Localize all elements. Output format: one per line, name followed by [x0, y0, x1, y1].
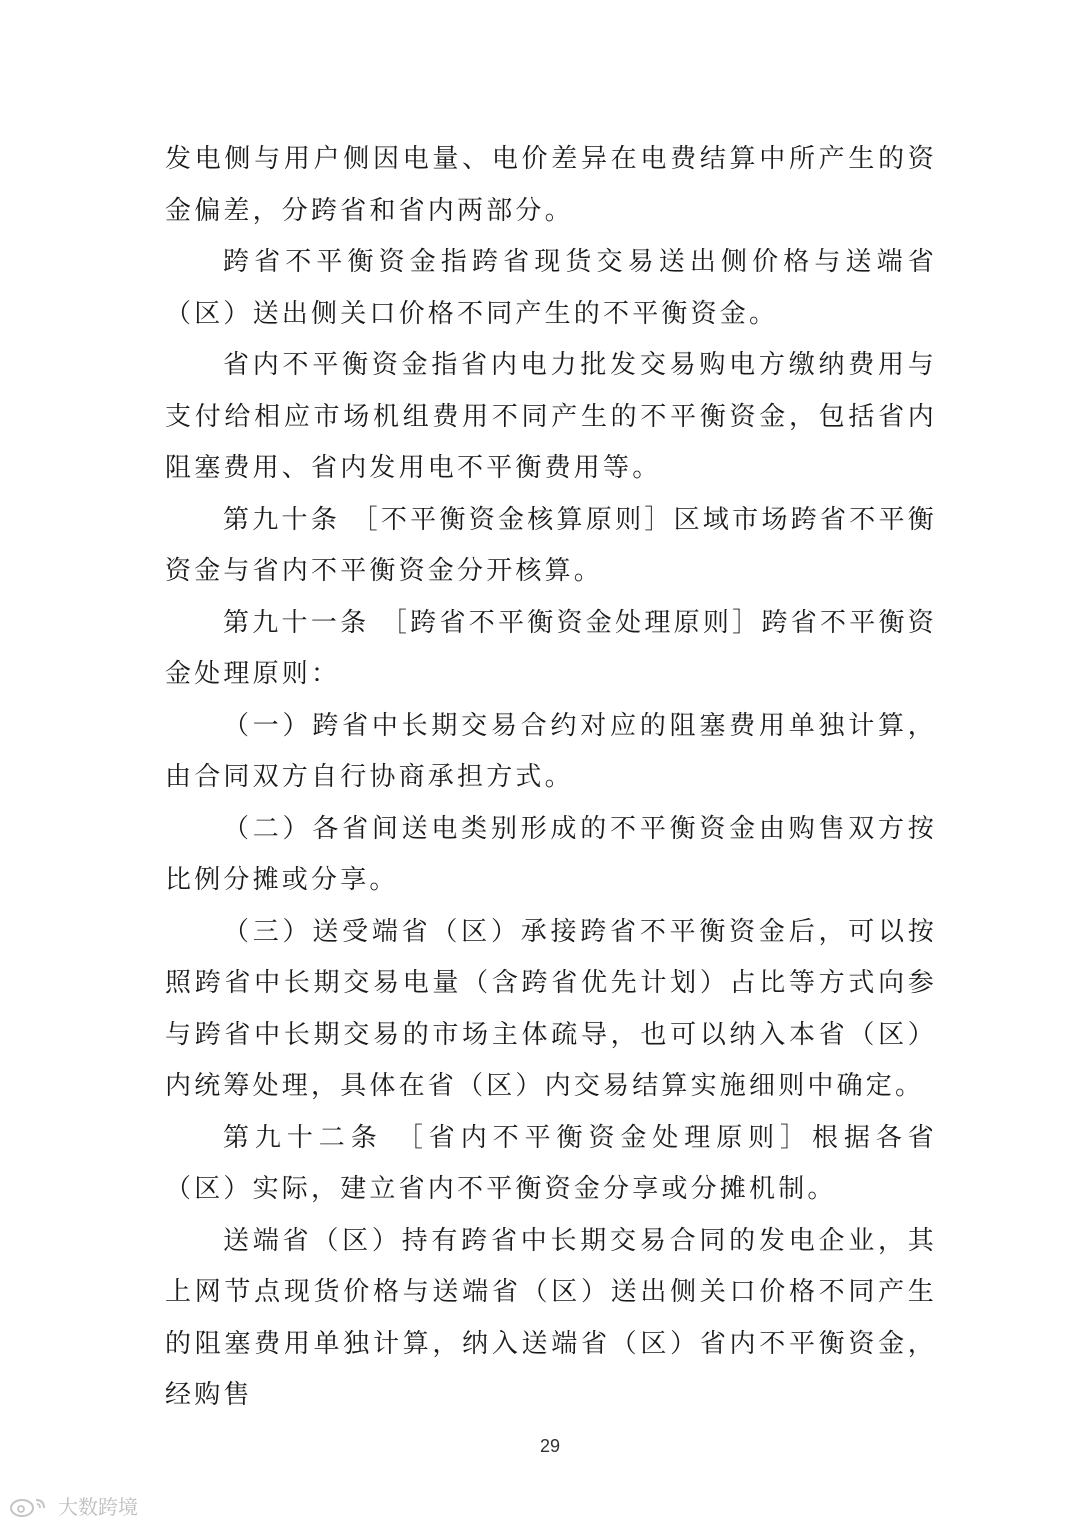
list-item: （二）各省间送电类别形成的不平衡资金由购售双方按比例分摊或分享。 — [165, 813, 937, 895]
list-item: （一）跨省中长期交易合约对应的阻塞费用单独计算，由合同双方自行协商承担方式。 — [165, 710, 937, 792]
paragraph: 省内不平衡资金指省内电力批发交易购电方缴纳费用与支付给相应市场机组费用不同产生的不平衡资金，包括省内阻塞费用、省内发用电不平衡费用等。 — [165, 350, 937, 483]
article-90: 第九十条 ［不平衡资金核算原则］区域市场跨省不平衡资金与省内不平衡资金分开核算。 — [165, 504, 937, 586]
page-number: 29 — [539, 1436, 561, 1456]
article-91: 第九十一条 ［跨省不平衡资金处理原则］跨省不平衡资金处理原则： — [165, 607, 937, 689]
watermark — [8, 1491, 138, 1520]
weibo-logo-icon — [8, 1494, 52, 1518]
paragraph: 送端省（区）持有跨省中长期交易合同的发电企业，其上网节点现货价格与送端省（区）送出侧关口价格不同产生的阻塞费用单独计算，纳入送端省（区）省内不平衡资金，经购售 — [165, 1225, 937, 1410]
paragraph: 发电侧与用户侧因电量、电价差异在电费结算中所产生的资金偏差，分跨省和省内两部分。 — [165, 144, 937, 226]
watermark-text: 大数跨境 — [58, 1497, 138, 1519]
document-body — [165, 134, 937, 1422]
paragraph: 跨省不平衡资金指跨省现货交易送出侧价格与送端省（区）送出侧关口价格不同产生的不平衡资金。 — [165, 247, 937, 329]
list-item: （三）送受端省（区）承接跨省不平衡资金后，可以按照跨省中长期交易电量（含跨省优先计划）占比等方式向参与跨省中长期交易的市场主体疏导，也可以纳入本省（区）内统筹处理，具体在省（区）内交易结算实施细则中确定。 — [165, 916, 937, 1101]
article-92: 第九十二条 ［省内不平衡资金处理原则］根据各省（区）实际，建立省内不平衡资金分享或分摊机制。 — [165, 1122, 937, 1204]
